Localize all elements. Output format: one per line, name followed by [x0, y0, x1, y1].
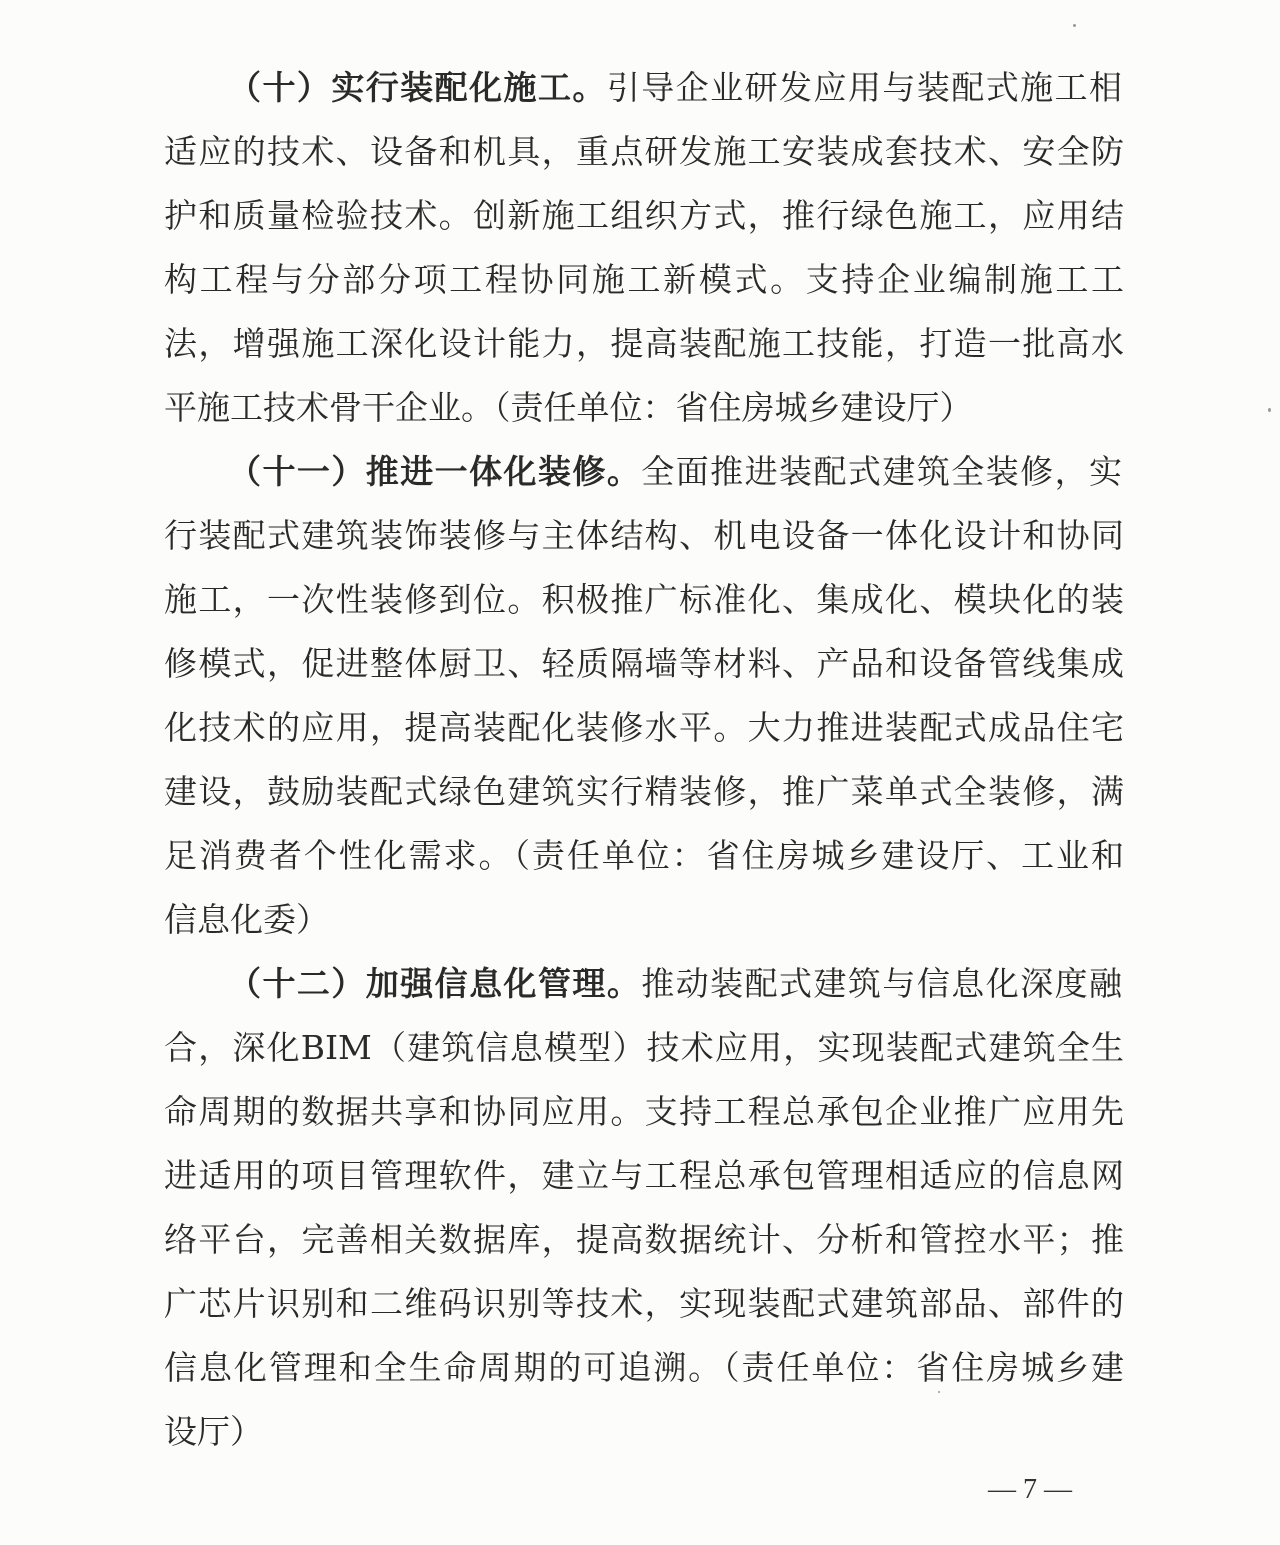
scan-speck: [938, 1391, 940, 1393]
section-12-line-8: 设厅）: [164, 1412, 263, 1451]
section-11-line-2: 行装配式建筑装饰装修与主体结构、机电设备一体化设计和协同: [164, 516, 1124, 555]
section-10-text: 引导企业研发应用与装配式施工相: [606, 68, 1123, 107]
section-10-line-3: 护和质量检验技术。创新施工组织方式，推行绿色施工，应用结: [164, 196, 1124, 235]
section-11-line-8: 信息化委）: [164, 900, 329, 939]
section-11-line-4: 修模式，促进整体厨卫、轻质隔墙等材料、产品和设备管线集成: [164, 644, 1124, 683]
section-12-line-5: 络平台，完善相关数据库，提高数据统计、分析和管控水平；推: [164, 1220, 1124, 1259]
section-10-line-2: 适应的技术、设备和机具，重点研发施工安装成套技术、安全防: [164, 132, 1124, 171]
section-11-line-6: 建设，鼓励装配式绿色建筑实行精装修，推广菜单式全装修，满: [164, 772, 1124, 811]
section-10-line-1: [228, 68, 1122, 108]
section-10-line-5: 法，增强施工深化设计能力，提高装配施工技能，打造一批高水: [164, 324, 1124, 363]
section-11-heading: 推进一体化装修。: [365, 452, 642, 491]
section-12-line-6: 广芯片识别和二维码识别等技术，实现装配式建筑部品、部件的: [164, 1284, 1124, 1323]
page-number: — 7 —: [988, 1474, 1072, 1505]
scan-speck: [1268, 408, 1271, 412]
section-10-label: （十）: [228, 68, 332, 107]
section-12-line-3: 命周期的数据共享和协同应用。支持工程总承包企业推广应用先: [164, 1092, 1124, 1131]
section-11-line-1: [228, 452, 1122, 492]
section-11-label: （十一）: [228, 452, 366, 491]
section-10-line-6: 平施工技术骨干企业。（责任单位：省住房城乡建设厅）: [164, 388, 973, 427]
section-10-heading: 实行装配化施工。: [331, 68, 607, 107]
section-12-label: （十二）: [228, 964, 366, 1003]
section-12-line-2: 合，深化BIM（建筑信息模型）技术应用，实现装配式建筑全生: [164, 1028, 1124, 1067]
section-11-line-7: 足消费者个性化需求。（责任单位：省住房城乡建设厅、工业和: [164, 836, 1124, 875]
section-12-line-7: 信息化管理和全生命周期的可追溯。（责任单位：省住房城乡建: [164, 1348, 1124, 1387]
section-12-heading: 加强信息化管理。: [365, 964, 642, 1003]
section-10-line-4: 构工程与分部分项工程协同施工新模式。支持企业编制施工工: [164, 260, 1124, 299]
section-11-line-5: 化技术的应用，提高装配化装修水平。大力推进装配式成品住宅: [164, 708, 1124, 747]
section-12-line-1: [228, 964, 1122, 1004]
section-12-line-4: 进适用的项目管理软件，建立与工程总承包管理相适应的信息网: [164, 1156, 1124, 1195]
section-11-text: 全面推进装配式建筑全装修，实: [641, 452, 1123, 491]
section-11-line-3: 施工，一次性装修到位。积极推广标准化、集成化、模块化的装: [164, 580, 1124, 619]
section-12-text: 推动装配式建筑与信息化深度融: [641, 964, 1123, 1003]
scan-speck: [1073, 24, 1076, 27]
